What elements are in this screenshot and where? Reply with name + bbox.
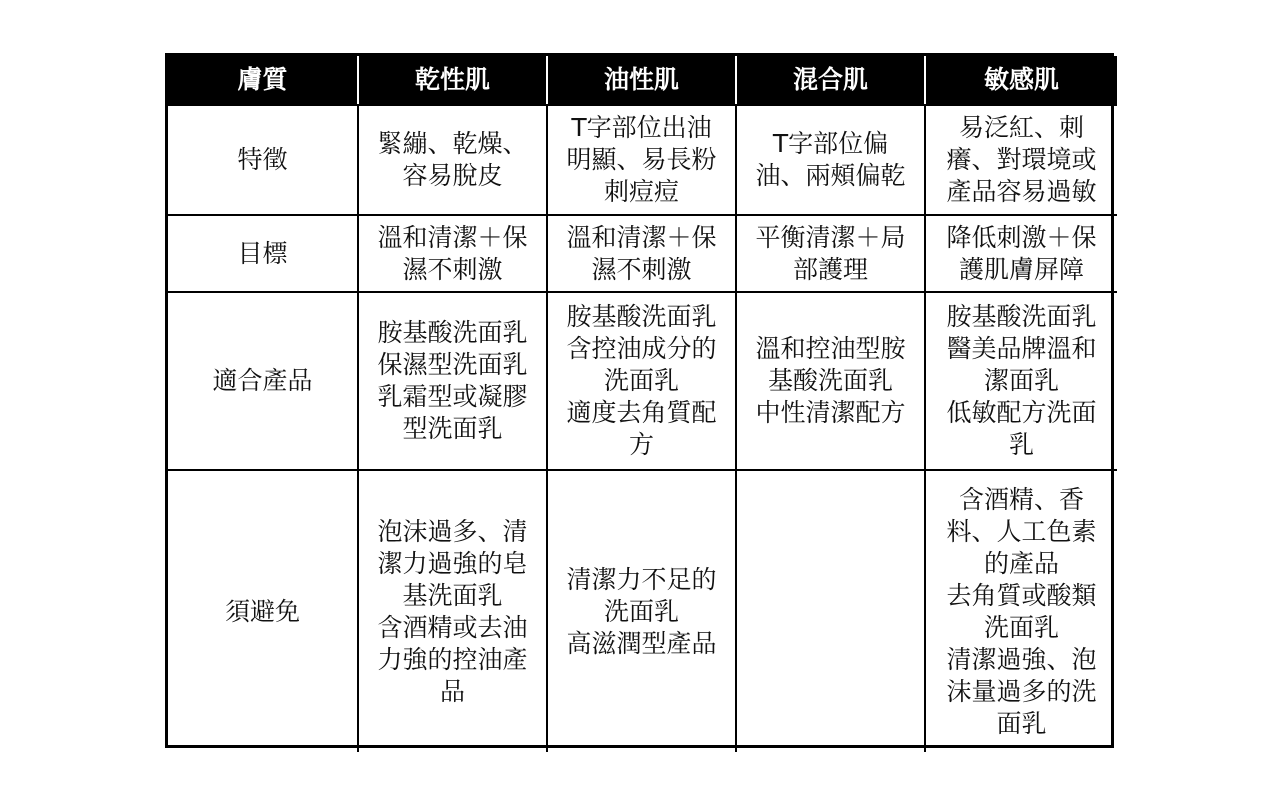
table-row-avoid <box>168 470 1117 752</box>
cell-line: 型洗面乳 <box>402 414 503 443</box>
cell-line: 方 <box>628 430 654 459</box>
cell-line: 含酒精、香 <box>958 484 1084 514</box>
skin-type-comparison-table <box>165 53 1114 748</box>
table-cell <box>547 215 736 292</box>
cell-line: 部護理 <box>792 254 868 284</box>
cell-line: 的產品 <box>983 548 1059 578</box>
cell-line: 去角質或酸類 <box>946 580 1097 610</box>
cell-line: 緊繃、乾燥、 <box>377 129 528 158</box>
cell-line: 泡沫過多、清 <box>377 516 528 546</box>
cell-line: 保濕型洗面乳 <box>377 350 528 379</box>
cell-line: 乳 <box>1008 430 1034 459</box>
cell-line: 料、人工色素 <box>946 516 1097 546</box>
cell-line: 溫和清潔＋保 <box>377 222 528 252</box>
cell-line: 洗面乳 <box>983 612 1059 642</box>
header-skin-type: 膚質 <box>168 56 358 105</box>
row-label: 目標 <box>168 215 358 292</box>
cell-line: 潔面乳 <box>983 366 1059 395</box>
cell-line: 低敏配方洗面 <box>946 398 1097 427</box>
cell-line: 清潔力不足的 <box>566 564 717 594</box>
cell-line: 潔力過強的皂 <box>377 548 528 578</box>
header-row <box>168 56 1117 105</box>
table-cell <box>925 470 1117 752</box>
cell-line: 油、兩頰偏乾 <box>755 161 906 190</box>
table-cell <box>547 470 736 752</box>
cell-line: 洗面乳 <box>603 366 679 395</box>
cell-line: 胺基酸洗面乳 <box>946 302 1097 331</box>
table-cell <box>925 105 1117 215</box>
cell-line: 平衡清潔＋局 <box>755 222 906 252</box>
cell-line: 基酸洗面乳 <box>767 366 893 395</box>
cell-line: 溫和清潔＋保 <box>566 222 717 252</box>
header-oily-skin: 油性肌 <box>547 56 736 105</box>
cell-line: 沫量過多的洗 <box>946 676 1097 706</box>
cell-line: 濕不刺激 <box>402 254 503 284</box>
row-label: 須避免 <box>168 470 358 752</box>
cell-line: 易泛紅、刺 <box>958 113 1084 142</box>
cell-line: 含控油成分的 <box>566 334 717 363</box>
cell-line: 適度去角質配 <box>566 398 717 427</box>
table-row-suitable-products <box>168 292 1117 470</box>
table-cell <box>358 470 547 752</box>
cell-line: 含酒精或去油 <box>377 612 528 642</box>
table-cell <box>358 105 547 215</box>
cell-line: T字部位偏 <box>772 129 889 158</box>
cell-line: 面乳 <box>996 708 1047 738</box>
comparison-grid <box>168 56 1117 752</box>
table-cell <box>925 215 1117 292</box>
table-cell <box>547 105 736 215</box>
cell-line: 洗面乳 <box>603 596 679 626</box>
cell-line: 刺痘痘 <box>603 177 679 206</box>
table-cell <box>736 215 925 292</box>
cell-line: 乳霜型或凝膠 <box>377 382 528 411</box>
cell-line: 明顯、易長粉 <box>566 145 717 174</box>
table-row-goal <box>168 215 1117 292</box>
header-sensitive-skin: 敏感肌 <box>925 56 1117 105</box>
cell-line: 高滋潤型產品 <box>566 628 717 658</box>
cell-line: 降低刺激＋保 <box>946 222 1097 252</box>
cell-line: 護肌膚屏障 <box>958 254 1084 284</box>
cell-line: 力強的控油產 <box>377 644 528 674</box>
header-combination-skin: 混合肌 <box>736 56 925 105</box>
cell-line: 濕不刺激 <box>591 254 692 284</box>
cell-line: 醫美品牌溫和 <box>946 334 1097 363</box>
table-cell <box>358 292 547 470</box>
cell-line: 胺基酸洗面乳 <box>377 318 528 347</box>
table-cell <box>358 215 547 292</box>
cell-line: 容易脫皮 <box>402 161 503 190</box>
cell-line: 基洗面乳 <box>402 580 503 610</box>
table-row-characteristics <box>168 105 1117 215</box>
table-cell <box>547 292 736 470</box>
cell-line: T字部位出油 <box>571 113 712 142</box>
table-cell <box>736 470 925 752</box>
cell-line: 中性清潔配方 <box>755 398 906 427</box>
cell-line: 溫和控油型胺 <box>755 334 906 363</box>
cell-line: 品 <box>439 676 465 706</box>
cell-line: 胺基酸洗面乳 <box>566 302 717 331</box>
row-label: 適合產品 <box>168 292 358 470</box>
cell-line: 癢、對環境或 <box>946 145 1097 174</box>
header-dry-skin: 乾性肌 <box>358 56 547 105</box>
table-cell <box>925 292 1117 470</box>
cell-line: 產品容易過敏 <box>946 177 1097 206</box>
table-cell <box>736 292 925 470</box>
cell-line: 清潔過強、泡 <box>946 644 1097 674</box>
row-label: 特徵 <box>168 105 358 215</box>
table-cell <box>736 105 925 215</box>
